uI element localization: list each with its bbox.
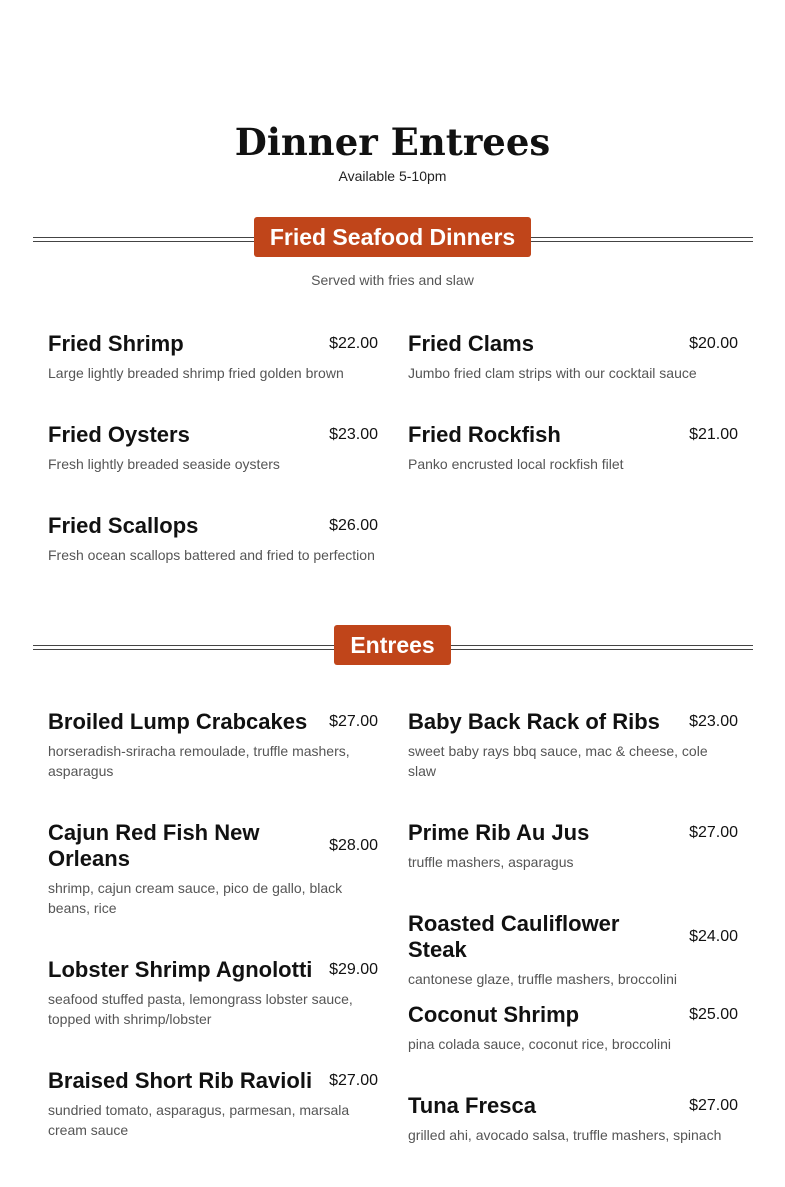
item-name: Broiled Lump Crabcakes	[48, 709, 308, 734]
item-name: Cajun Red Fish New Orleans	[48, 820, 260, 871]
menu-item	[408, 911, 738, 989]
item-name: Fried Oysters	[48, 422, 190, 447]
item-price: $27.00	[689, 824, 738, 841]
item-name: Prime Rib Au Jus	[408, 820, 590, 845]
menu-item	[408, 422, 738, 474]
item-description: pina colada sauce, coconut rice, broccolini	[408, 1036, 672, 1052]
menu-item	[48, 957, 378, 1029]
section-title: Fried Seafood Dinners	[254, 217, 531, 257]
item-price: $24.00	[689, 928, 738, 945]
item-price: $26.00	[329, 517, 378, 534]
item-price: $23.00	[689, 713, 738, 730]
menu-subtitle: Available 5-10pm	[338, 168, 447, 184]
menu-item	[408, 331, 738, 383]
menu-item	[408, 1093, 738, 1145]
item-name: Tuna Fresca	[408, 1093, 536, 1118]
item-name: Lobster Shrimp Agnolotti	[48, 957, 313, 982]
item-description: Fresh lightly breaded seaside oysters	[48, 456, 280, 472]
item-name: Fried Scallops	[48, 513, 199, 538]
item-description: Large lightly breaded shrimp fried golden brown	[48, 365, 344, 381]
item-description: seafood stuffed pasta, lemongrass lobster sauce, topped with shrimp/lobster	[48, 991, 353, 1027]
menu-item	[48, 1068, 378, 1140]
menu-item	[48, 709, 378, 781]
item-description: Fresh ocean scallops battered and fried to perfection	[48, 547, 375, 563]
item-description: cantonese glaze, truffle mashers, broccolini	[408, 971, 677, 987]
item-name: Fried Rockfish	[408, 422, 561, 447]
item-price: $20.00	[689, 335, 738, 352]
item-price: $29.00	[329, 961, 378, 978]
item-description: horseradish-sriracha remoulade, truffle mashers, asparagus	[48, 743, 350, 779]
item-name: Fried Shrimp	[48, 331, 184, 356]
section-title: Entrees	[334, 625, 450, 665]
menu-item	[48, 422, 378, 474]
item-price: $28.00	[329, 837, 378, 854]
menu-item	[48, 513, 378, 565]
menu-item	[408, 709, 738, 781]
item-name: Roasted Cauliflower Steak	[408, 911, 620, 962]
item-name: Coconut Shrimp	[408, 1002, 580, 1027]
section-header-entrees	[0, 625, 785, 665]
item-price: $27.00	[329, 713, 378, 730]
item-price: $27.00	[329, 1072, 378, 1089]
menu-item	[48, 331, 378, 383]
menu-item	[408, 820, 738, 872]
item-price: $23.00	[329, 426, 378, 443]
item-description: sundried tomato, asparagus, parmesan, marsala cream sauce	[48, 1102, 350, 1138]
item-description: truffle mashers, asparagus	[408, 854, 574, 870]
item-description: sweet baby rays bbq sauce, mac & cheese, cole slaw	[408, 743, 708, 779]
item-description: shrimp, cajun cream sauce, pico de gallo, black beans, rice	[48, 880, 343, 916]
section-note: Served with fries and slaw	[311, 272, 474, 288]
item-name: Baby Back Rack of Ribs	[408, 709, 660, 734]
item-price: $21.00	[689, 426, 738, 443]
menu-title: Dinner Entrees	[234, 120, 551, 164]
item-price: $22.00	[329, 335, 378, 352]
item-price: $25.00	[689, 1006, 738, 1023]
section-header-fried	[0, 217, 785, 257]
item-name: Braised Short Rib Ravioli	[48, 1068, 313, 1093]
menu-item	[48, 820, 378, 918]
item-description: grilled ahi, avocado salsa, truffle mashers, spinach	[408, 1127, 722, 1143]
item-description: Panko encrusted local rockfish filet	[408, 456, 624, 472]
item-price: $27.00	[689, 1097, 738, 1114]
item-description: Jumbo fried clam strips with our cocktail sauce	[408, 365, 697, 381]
item-name: Fried Clams	[408, 331, 534, 356]
menu-item	[408, 1002, 738, 1054]
